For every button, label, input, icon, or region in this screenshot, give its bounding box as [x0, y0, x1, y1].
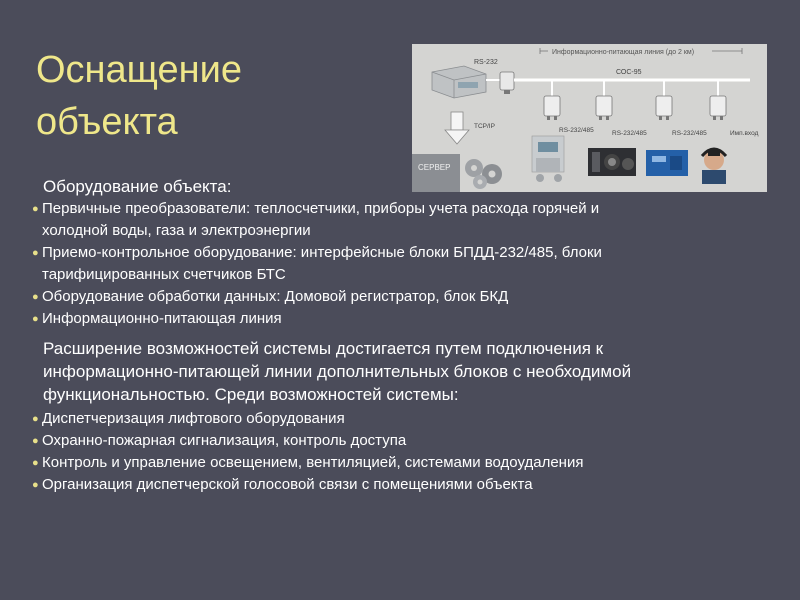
list-item-text: Охранно-пожарная сигнализация, контроль доступа: [42, 432, 407, 449]
list-item-text-cont: тарифицированных счетчиков БТС: [42, 266, 286, 283]
bullet-icon: ●: [32, 413, 39, 425]
line-coupler-icon: [500, 72, 514, 94]
bus-label: RS-232/485: [559, 127, 594, 134]
expansion-paragraph-line: функциональностью. Среди возможностей системы:: [43, 385, 459, 404]
list-item-text: Оборудование обработки данных: Домовой регистратор, блок БКД: [42, 288, 509, 305]
list-item-text: Первичные преобразователи: теплосчетчики, приборы учета расхода горячей и: [42, 200, 600, 217]
list-item-text: Информационно-питающая линия: [42, 310, 282, 327]
list-item-text: Диспетчеризация лифтового оборудования: [42, 410, 345, 427]
capabilities-list: [32, 408, 742, 496]
expansion-paragraph-line: Расширение возможностей системы достигается путем подключения к: [43, 339, 604, 358]
interface-block-icon: [544, 96, 560, 120]
equipment-list: [32, 198, 742, 330]
list-item: [32, 198, 742, 242]
system-diagram: [412, 44, 767, 192]
bus-label: Имп.вход: [730, 130, 759, 137]
server-panel: [412, 154, 460, 192]
heat-meter-icon: [532, 136, 564, 182]
diagram-server-label: СЕРВЕР: [418, 163, 451, 172]
registrator-device-icon: [432, 66, 486, 98]
equipment-heading: Оборудование объекта:: [43, 177, 232, 196]
system-diagram-svg: [412, 44, 767, 192]
down-arrow-icon: [445, 112, 469, 144]
list-item-text: Приемо-контрольное оборудование: интерфейсные блоки БПДД-232/485, блоки: [42, 244, 602, 261]
list-item: [32, 242, 742, 286]
slide-title-line1: Оснащение: [36, 49, 242, 91]
list-item-text: Организация диспетчерской голосовой связи с помещениями объекта: [42, 476, 533, 493]
interface-block-icon: [710, 96, 726, 120]
expansion-paragraph: [43, 337, 753, 406]
list-item: [32, 286, 742, 308]
interface-block-icon: [656, 96, 672, 120]
diagram-tcpip-label: TCP/IP: [474, 123, 495, 130]
bullet-icon: ●: [32, 247, 39, 259]
bullet-icon: ●: [32, 313, 39, 325]
expansion-paragraph-line: информационно-питающей линии дополнительных блоков с необходимой: [43, 362, 632, 381]
list-item-text-cont: холодной воды, газа и электроэнергии: [42, 222, 311, 239]
bullet-icon: ●: [32, 435, 39, 447]
list-item-text: Контроль и управление освещением, вентиляцией, системами водоудаления: [42, 454, 584, 471]
list-item: [32, 474, 742, 496]
bus-label: RS-232/485: [672, 130, 707, 137]
list-item: [32, 452, 742, 474]
slide-title: [36, 44, 242, 148]
list-item: [32, 308, 742, 330]
diagram-coc-label: СОС-95: [616, 69, 642, 76]
bullet-icon: ●: [32, 457, 39, 469]
operator-headset-icon: [702, 149, 726, 184]
interface-block-icon: [596, 96, 612, 120]
bullet-icon: ●: [32, 203, 39, 215]
slide-title-line2: объекта: [36, 101, 178, 143]
list-item: [32, 430, 742, 452]
diagram-top-label: Информационно-питающая линия (до 2 км): [552, 49, 695, 56]
registrator-block-icon: [646, 150, 688, 176]
meter-devices-icon: [588, 148, 636, 176]
bus-label: RS-232/485: [612, 130, 647, 137]
list-item: [32, 408, 742, 430]
diagram-rs232-label: RS-232: [474, 59, 498, 66]
server-gears-icon: [465, 159, 502, 189]
bullet-icon: ●: [32, 479, 39, 491]
bullet-icon: ●: [32, 291, 39, 303]
